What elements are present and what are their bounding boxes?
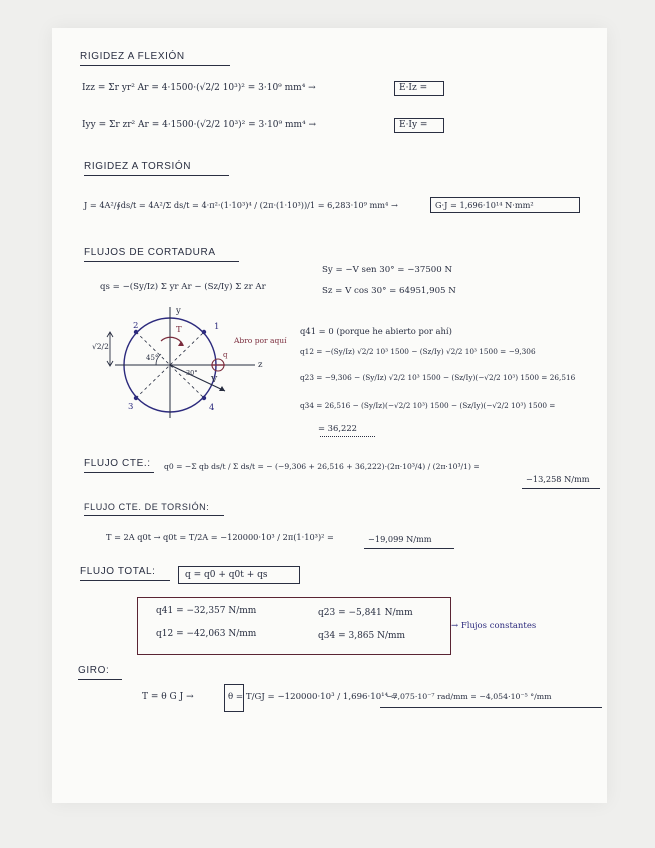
node-3	[134, 396, 138, 400]
sy-equation: Sy = −V sen 30° = −37500 N	[322, 265, 452, 275]
sz-equation: Sz = V cos 30° = 64951,905 N	[322, 286, 456, 296]
label-node-1: 1	[214, 322, 220, 332]
torsion-equation: J = 4A²/∮ds/t = 4A²/Σ ds/t = 4·π²·(1·10³)⁴ / (2π·(1·10³))/1 = 6,283·10⁹ mm⁴ →	[84, 200, 398, 210]
label-shear-v: V	[211, 375, 218, 385]
label-angle-30: 30°	[186, 369, 198, 377]
heading-flujo-total: FLUJO TOTAL:	[80, 566, 156, 577]
heading-giro: GIRO:	[78, 665, 110, 676]
iyy-result-box: E·Iy =	[394, 118, 444, 133]
q0t-equation: T = 2A q0t → q0t = T/2A = −120000·10³ / 2π(1·10³)² =	[106, 532, 334, 542]
q0-equation: q0 = −Σ qb ds/t / Σ ds/t = − (−9,306 + 26,516 + 36,222)·(2π·10³/4) / (2π·10³/1) =	[164, 462, 480, 471]
heading-flujos: FLUJOS DE CORTADURA	[84, 247, 216, 258]
heading-underline	[84, 175, 229, 176]
shear-flow-equation: qs = −(Sy/Iz) Σ yr Ar − (Sz/Iy) Σ zr Ar	[100, 282, 266, 292]
label-torque: T	[176, 325, 182, 335]
izz-result-box: E·Iz =	[394, 81, 444, 96]
heading-underline	[78, 679, 122, 680]
label-opening-note: Abro por aquí	[234, 336, 287, 345]
heading-flujo-cte: FLUJO CTE.:	[84, 458, 151, 469]
q23-equation: q23 = −9,306 − (Sy/Iz) √2/2 10³ 1500 − (Sz/Iy)(−√2/2 10³) 1500 = 26,516	[300, 373, 576, 382]
label-angle-45: 45°	[146, 354, 159, 362]
label-side-q: q	[223, 351, 228, 359]
q0t-result-underline	[364, 548, 454, 549]
gj-result-box: G·J = 1,696·10¹⁴ N·mm²	[430, 197, 580, 213]
giro-result: −7,075·10⁻⁷ rad/mm = −4,054·10⁻⁵ °/mm	[386, 692, 552, 701]
label-node-2: 2	[133, 321, 139, 331]
heading-underline	[84, 261, 239, 262]
heading-flexion: RIGIDEZ A FLEXIÓN	[80, 51, 185, 62]
giro-equation-1: T = θ G J →	[142, 692, 194, 702]
heading-underline	[84, 515, 224, 516]
iyy-equation: Iyy = Σr zr² Ar = 4·1500·(√2/2 10³)² = 3·10⁹ mm⁴ →	[82, 120, 317, 130]
q34-equation: q34 = 26,516 − (Sy/Iz)(−√2/2 10³) 1500 − (Sz/Iy)(−√2/2 10³) 1500 =	[300, 401, 556, 410]
q0-result: −13,258 N/mm	[526, 474, 590, 484]
heading-underline	[84, 472, 154, 473]
label-z-axis: z	[258, 360, 263, 370]
node-4	[202, 396, 206, 400]
q23-total: q23 = −5,841 N/mm	[318, 608, 413, 618]
node-1	[202, 330, 206, 334]
q41-equation: q41 = 0 (porque he abierto por ahí)	[300, 326, 452, 336]
total-flow-formula-box: q = q0 + q0t + qs	[178, 566, 300, 584]
section-diagram	[95, 305, 280, 420]
q12-equation: q12 = −(Sy/Iz) √2/2 10³ 1500 − (Sz/Iy) √2/2 10³ 1500 = −9,306	[300, 347, 536, 356]
label-dimension: √2/2	[92, 342, 109, 351]
giro-result-underline	[380, 707, 602, 708]
q34-total: q34 = 3,865 N/mm	[318, 631, 406, 641]
q34-underline	[320, 432, 375, 437]
heading-torsion: RIGIDEZ A TORSIÓN	[84, 161, 192, 172]
label-node-4: 4	[209, 403, 215, 413]
heading-underline	[80, 65, 230, 66]
label-node-3: 3	[128, 402, 134, 412]
q0t-result: −19,099 N/mm	[368, 534, 432, 544]
giro-equation-2: θ = T/GJ = −120000·10³ / 1,696·10¹⁴ =	[228, 692, 399, 702]
q34-result: = 36,222	[318, 423, 357, 433]
label-y-axis: y	[176, 306, 181, 316]
q0-result-underline	[522, 488, 600, 489]
heading-underline	[80, 580, 170, 581]
q12-total: q12 = −42,063 N/mm	[156, 629, 257, 639]
izz-equation: Izz = Σr yr² Ar = 4·1500·(√2/2 10³)² = 3·10⁹ mm⁴ →	[82, 83, 316, 93]
q41-total: q41 = −32,357 N/mm	[156, 606, 257, 616]
constant-flows-note: → Flujos constantes	[451, 621, 537, 631]
heading-flujo-torsion: FLUJO CTE. DE TORSIÓN:	[84, 502, 210, 512]
torque-arrowhead	[178, 341, 184, 346]
